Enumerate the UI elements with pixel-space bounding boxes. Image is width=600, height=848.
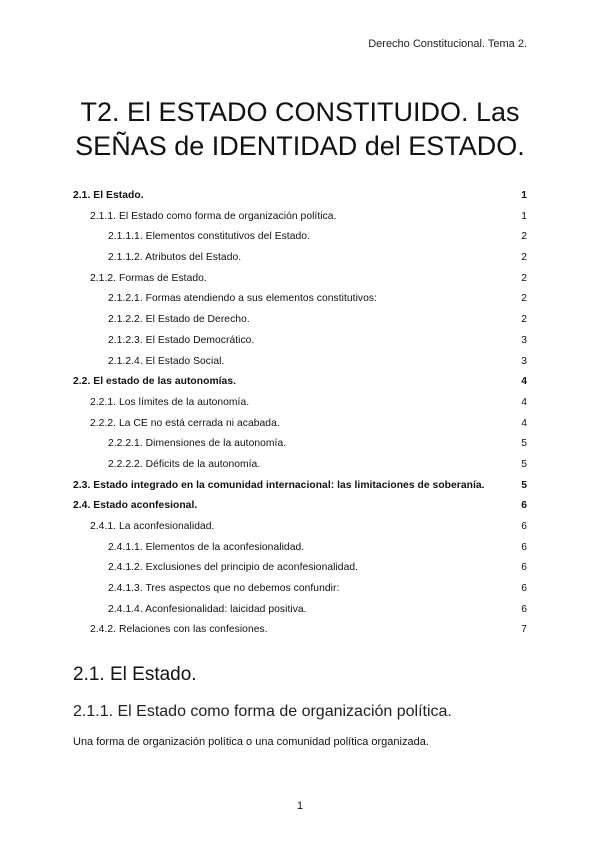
toc-entry-label: 2.1.1. El Estado como forma de organización política. [90, 210, 337, 222]
toc-entry-page: 4 [521, 376, 527, 388]
toc-entry-page: 5 [521, 479, 527, 491]
toc-entry-label: 2.4.1.3. Tres aspectos que no debemos confundir: [108, 583, 340, 595]
toc-entry-label: 2.4. Estado aconfesional. [73, 500, 198, 512]
title-line-2: SEÑAS de IDENTIDAD del ESTADO. [75, 131, 525, 161]
toc-entry-page: 5 [521, 458, 527, 470]
toc-entry[interactable] [73, 397, 527, 418]
subsection-heading: 2.1.1. El Estado como forma de organización política. [73, 703, 452, 720]
toc-entry-label: 2.4.1.4. Aconfesionalidad: laicidad positiva. [108, 603, 307, 615]
toc-entry[interactable] [73, 335, 527, 356]
toc-entry-label: 2.1. El Estado. [73, 190, 144, 201]
toc-entry[interactable] [73, 521, 527, 542]
toc-entry-label: 2.2. El estado de las autonomías. [73, 376, 237, 388]
toc-entry-page: 6 [521, 541, 527, 553]
toc-entry-label: 2.1.2.4. El Estado Social. [108, 355, 225, 367]
toc-entry-page: 2 [521, 293, 527, 305]
toc-entry-label: 2.3. Estado integrado en la comunidad internacional: las limitaciones de soberanía. [73, 479, 485, 491]
toc-entry[interactable] [73, 231, 527, 252]
toc-entry[interactable] [73, 480, 527, 501]
toc-entry[interactable] [73, 604, 527, 625]
toc-entry[interactable] [73, 624, 527, 645]
toc-entry-page: 6 [521, 583, 527, 595]
toc-entry-label: 2.2.2.2. Déficits de la autonomía. [108, 458, 261, 470]
toc-entry-page: 7 [521, 624, 527, 636]
toc-entry-label: 2.4.2. Relaciones con las confesiones. [90, 624, 268, 636]
toc-entry-label: 2.4.1.2. Exclusiones del principio de aconfesionalidad. [108, 562, 359, 574]
toc-entry-page: 5 [521, 438, 527, 450]
toc-entry-page: 3 [521, 355, 527, 367]
document-title [50, 95, 550, 163]
section-heading: 2.1. El Estado. [73, 664, 197, 685]
toc-entry[interactable] [73, 293, 527, 314]
running-header: Derecho Constitucional. Tema 2. [368, 38, 527, 50]
toc-entry-label: 2.2.1. Los límites de la autonomía. [90, 396, 250, 408]
toc-entry-page: 1 [521, 190, 527, 201]
toc-entry[interactable] [73, 252, 527, 273]
toc-entry[interactable] [73, 314, 527, 335]
toc-entry[interactable] [73, 438, 527, 459]
body-paragraph: Una forma de organización política o una comunidad política organizada. [73, 736, 429, 748]
toc-entry[interactable] [73, 211, 527, 232]
toc-entry[interactable] [73, 459, 527, 480]
toc-entry[interactable] [73, 356, 527, 377]
toc-entry[interactable] [73, 418, 527, 439]
toc-entry[interactable] [73, 562, 527, 583]
toc-entry-page: 6 [521, 603, 527, 615]
toc-entry-label: 2.2.2. La CE no está cerrada ni acabada. [90, 417, 280, 429]
toc-entry-page: 2 [521, 272, 527, 284]
toc-entry[interactable] [73, 542, 527, 563]
page-number: 1 [296, 800, 304, 812]
toc-entry-label: 2.1.2.1. Formas atendiendo a sus elementos constitutivos: [108, 293, 377, 305]
toc-entry-label: 2.4.1.1. Elementos de la aconfesionalidad. [108, 541, 305, 553]
toc-entry-page: 6 [521, 500, 527, 512]
toc-entry-page: 4 [521, 396, 527, 408]
toc-entry-label: 2.4.1. La aconfesionalidad. [90, 521, 215, 532]
toc-entry-label: 2.1.1.1. Elementos constitutivos del Estado. [108, 231, 310, 243]
title-line-1: T2. El ESTADO CONSTITUIDO. Las [80, 97, 520, 127]
toc-entry[interactable] [73, 190, 527, 211]
toc-entry-page: 2 [521, 252, 527, 264]
toc-entry-label: 2.1.1.2. Atributos del Estado. [108, 252, 242, 264]
toc-entry-page: 1 [521, 210, 527, 222]
toc-entry-page: 6 [521, 562, 527, 574]
toc-entry-page: 2 [521, 314, 527, 326]
toc-entry[interactable] [73, 376, 527, 397]
toc-entry-page: 4 [521, 417, 527, 429]
toc-entry-page: 2 [521, 231, 527, 243]
toc-entry-label: 2.2.2.1. Dimensiones de la autonomía. [108, 438, 287, 450]
toc-entry-label: 2.1.2.3. El Estado Democrático. [108, 334, 255, 346]
toc-entry[interactable] [73, 583, 527, 604]
toc-entry-label: 2.1.2. Formas de Estado. [90, 272, 207, 284]
table-of-contents [73, 190, 527, 645]
toc-entry-page: 3 [521, 334, 527, 346]
toc-entry[interactable] [73, 500, 527, 521]
toc-entry-label: 2.1.2.2. El Estado de Derecho. [108, 314, 250, 326]
toc-entry[interactable] [73, 273, 527, 294]
toc-entry-page: 6 [521, 521, 527, 532]
